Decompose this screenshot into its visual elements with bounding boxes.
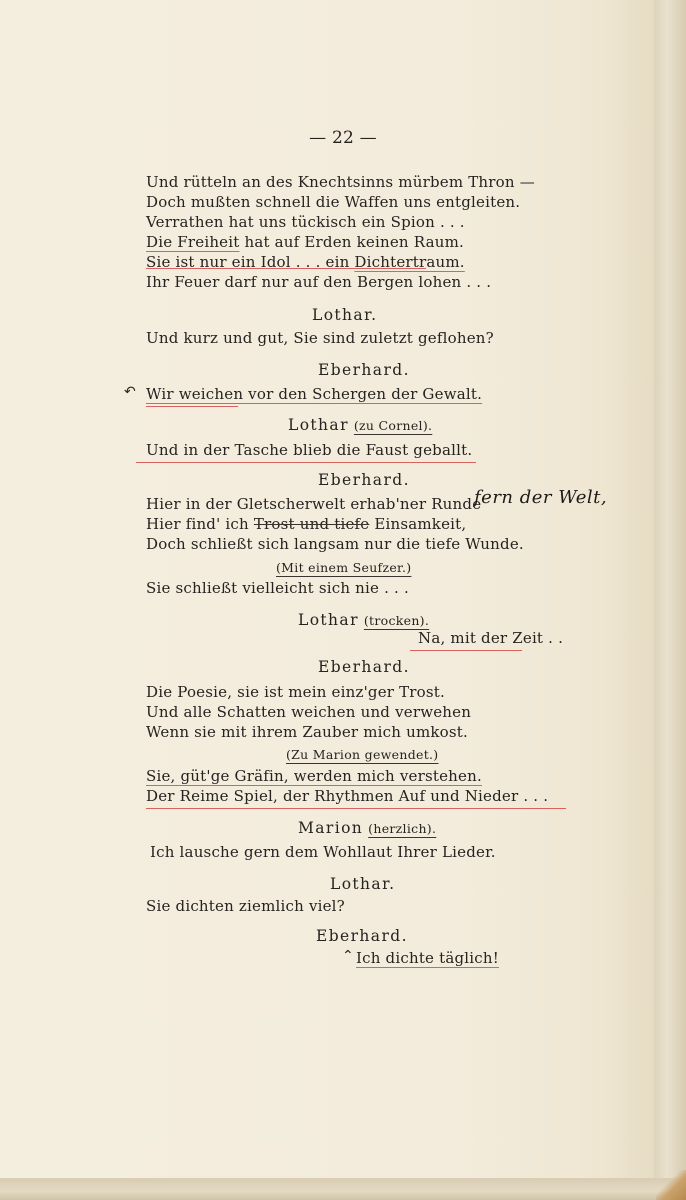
- stage-direction: (Zu Marion gewendet.): [286, 747, 439, 762]
- red-underline: [136, 462, 476, 463]
- stage-direction: (trocken).: [363, 613, 430, 628]
- stage-direction: (zu Cornel).: [353, 418, 433, 433]
- page-edge-bottom: [0, 1178, 686, 1200]
- verse-line: Wenn sie mit ihrem Zauber mich umkost.: [146, 723, 469, 741]
- page-edge-right: [654, 0, 686, 1200]
- red-underline: [410, 650, 522, 651]
- speaker-name: Eberhard.: [318, 361, 410, 379]
- speaker-name: Eberhard.: [318, 658, 410, 676]
- stage-direction: (Mit einem Seufzer.): [276, 560, 412, 575]
- verse-line: Der Reime Spiel, der Rhythmen Auf und Nieder . . .: [146, 787, 549, 805]
- verse-line: [146, 514, 466, 534]
- red-underlined-text: Die Freiheit: [146, 233, 240, 251]
- red-underlined-text: Dichtertraum.: [354, 253, 465, 271]
- verse-line: Hier in der Gletscherwelt erhab'ner Runde: [146, 495, 482, 513]
- verse-line: [146, 232, 464, 252]
- verse-line: [146, 252, 465, 272]
- verse-text: Hier find' ich: [146, 515, 254, 533]
- verse-line: Na, mit der Zeit . .: [418, 629, 564, 647]
- verse-line: Sie dichten ziemlich viel?: [146, 897, 345, 915]
- speaker-name: Eberhard.: [318, 471, 410, 489]
- verse-line: Ihr Feuer darf nur auf den Bergen lohen . . .: [146, 273, 492, 291]
- speaker-name: Lothar: [298, 611, 359, 629]
- red-underline: [146, 808, 566, 809]
- speaker-name: Marion: [298, 819, 364, 837]
- speaker-name: Lothar: [288, 416, 349, 434]
- verse-line: Und alle Schatten weichen und verwehen: [146, 703, 472, 721]
- verse-line: Und kurz und gut, Sie sind zuletzt geflohen?: [146, 329, 494, 347]
- verse-line: Und rütteln an des Knechtsinns mürbem Thron —: [146, 173, 535, 191]
- speaker-line: [298, 818, 436, 838]
- verse-line: Wir weichen vor den Schergen der Gewalt.: [146, 385, 483, 403]
- verse-text: Einsamkeit,: [369, 515, 467, 533]
- verse-line: Sie, güt'ge Gräfin, werden mich verstehen.: [146, 767, 482, 785]
- handwritten-insert-mark: ⌃: [342, 948, 354, 964]
- speaker-line: [288, 415, 432, 435]
- red-underline: [146, 268, 426, 269]
- stage-direction: (herzlich).: [368, 821, 437, 836]
- red-underline: [146, 406, 238, 407]
- verse-line: Verrathen hat uns tückisch ein Spion . . .: [146, 213, 465, 231]
- verse-text: Sie ist nur ein Idol . . . ein: [146, 253, 355, 271]
- verse-line: Ich lausche gern dem Wohllaut Ihrer Lieder.: [150, 843, 496, 861]
- speaker-name: Eberhard.: [316, 927, 408, 945]
- struck-through-text: Trost und tiefe: [253, 515, 370, 533]
- speaker-name: Lothar.: [330, 875, 396, 893]
- page-number: — 22 —: [309, 128, 377, 148]
- verse-line: Sie schließt vielleicht sich nie . . .: [146, 579, 409, 597]
- verse-line: Doch mußten schnell die Waffen uns entgleiten.: [146, 193, 521, 211]
- verse-line: Doch schließt sich langsam nur die tiefe Wunde.: [146, 535, 524, 553]
- handwritten-arrow-mark: ↶: [124, 384, 136, 400]
- speaker-line: [298, 610, 429, 630]
- speaker-name: Lothar.: [312, 306, 378, 324]
- verse-line: Ich dichte täglich!: [356, 949, 499, 967]
- page-corner: [656, 1170, 686, 1200]
- verse-text: hat auf Erden keinen Raum.: [239, 233, 464, 251]
- handwritten-margin-note: fern der Welt,: [474, 487, 608, 508]
- verse-line: Die Poesie, sie ist mein einz'ger Trost.: [146, 683, 446, 701]
- verse-line: Und in der Tasche blieb die Faust geballt.: [146, 441, 473, 459]
